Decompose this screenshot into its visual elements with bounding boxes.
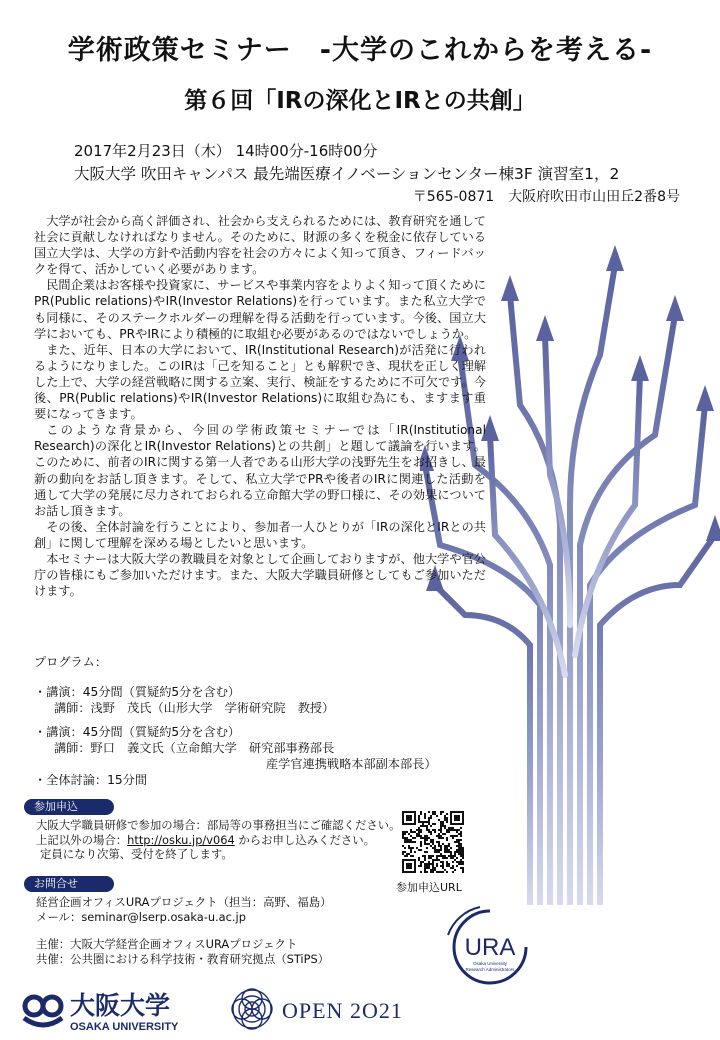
osaka-logo-en: OSAKA UNIVERSITY — [70, 1021, 179, 1033]
contact-badge: お問合せ — [24, 876, 114, 892]
ura-logo-caption2: Research Administrators — [465, 967, 515, 972]
apply-url-link[interactable]: http://osku.jp/v064 — [127, 832, 235, 847]
body-paragraph: このような背景から、今回の学術政策セミナーでは「IR(Institutional Research)の深化とIR(Investor Relations)との共創」と題して議論を行います。このために、前者のIRに関する第一人者である山形大学の浅野先生をお招きし、最新の動向をお話し頂きます。そして、私立大学でPRや後者のIRに関連した活動を通して大学の発展に尽力されておられる立命館大学の野口様に、その効果についてお話し頂きます。 — [34, 423, 486, 518]
event-address: 〒565-0871 大阪府吹田市山田丘2番8号 — [412, 189, 680, 205]
program-talk2-speaker-cont: 産学官連携戦略本部副本部長） — [266, 757, 437, 771]
ura-logo-caption1: Osaka University — [472, 961, 508, 966]
apply-badge: 参加申込 — [24, 799, 114, 815]
contact-line1: 経営企画オフィスURAプロジェクト（担当：高野、福島） — [36, 895, 332, 909]
page-title: 学術政策セミナー -大学のこれからを考える- — [67, 35, 653, 66]
open-logo-text: OPEN 2O21 — [282, 998, 403, 1023]
event-venue: 大阪大学 吹田キャンパス 最先端医療イノベーションセンター棟3F 演習室1，2 — [74, 165, 620, 183]
apply-line2-suffix: からお申し込みください。 — [234, 832, 376, 847]
ura-logo — [440, 905, 540, 987]
body-paragraph: 大学が社会から高く評価され、社会から支えられるためには、教育研究を通して社会に貢献しなければなりません。そのために、財源の多くを税金に依存している国立大学は、大学の方針や活動内容を社会の方々によく知って頂き、フィードバックを得て、活かしていく必要があります。 — [34, 214, 486, 277]
program-talk2-speaker: 講師：野口 義文氏（立命館大学 研究部事務部長 — [54, 741, 335, 755]
contact-info — [36, 895, 331, 924]
program-discussion: ・全体討論：15分間 — [34, 773, 148, 787]
program-talk1: ・講演：45分間（質疑約5分を含む） — [34, 685, 241, 699]
organizer-host: 主催：大阪大学経営企画オフィスURAプロジェクト — [36, 937, 298, 951]
program-heading: プログラム： — [34, 655, 108, 669]
open-2021-logo — [228, 984, 428, 1034]
apply-line3: 定員になり次第、受付を終了します。 — [40, 847, 233, 862]
apply-line2 — [36, 833, 416, 848]
apply-line2-prefix: 上記以外の場合： — [36, 832, 128, 847]
apply-info — [36, 818, 416, 862]
osaka-logo-jp: 大阪大学 — [70, 991, 171, 1020]
apply-line1: 大阪大学職員研修で参加の場合：部局等の事務担当にご確認ください。 — [36, 818, 401, 832]
body-paragraph: 民間企業はお客様や投資家に、サービスや事業内容をよりよく知って頂くためにPR(Public relations)やIR(Investor Relations)を行っています。また私立大学でも同様に、そのステークホルダーの理解を得る活動を行っています。今後、国立大学においても、PRやIRにより積極的に取組む必要があるのではないでしょうか。 — [34, 278, 486, 341]
body-paragraph: 本セミナーは大阪大学の教職員を対象として企画しておりますが、他大学や官公庁の皆様にもご参加いただけます。また、大阪大学職員研修としてもご参加いただけます。 — [34, 551, 486, 599]
osaka-university-logo — [18, 988, 188, 1034]
body-paragraph: その後、全体討論を行うことにより、参加者一人ひとりが「IRの深化とIRとの共創」に関して理解を深める場としたいと思います。 — [34, 519, 486, 550]
program-section — [34, 654, 474, 788]
program-talk1-speaker: 講師：浅野 茂氏（山形大学 学術研究院 教授） — [54, 701, 335, 715]
page-subtitle: 第６回「IRの深化とIRとの共創」 — [184, 88, 536, 114]
ura-logo-text: URA — [464, 934, 516, 961]
body-text — [34, 213, 486, 599]
event-date: 2017年2月23日（木） 14時00分-16時00分 — [74, 142, 378, 160]
organizer-cohost: 共催：公共圏における科学技術・教育研究拠点（STiPS） — [36, 951, 330, 966]
qr-code[interactable] — [402, 811, 464, 873]
program-talk2: ・講演：45分間（質疑約5分を含む） — [34, 725, 241, 739]
body-paragraph: また、近年、日本の大学において、IR(Institutional Research)が活発に行われるようになりました。このIRは「己を知ること」とも解釈でき、現状を正しく理解した上で、大学の経営戦略に関する立案、実行、検証をするために不可欠です。今後、PR(Public relations)やIR(Investor Relations)に取組む為にも、ますます重要になってきます。 — [34, 342, 486, 422]
contact-email: メール：seminar@lserp.osaka-u.ac.jp — [36, 909, 246, 924]
organizers — [36, 937, 329, 966]
qr-label: 参加申込URL — [396, 881, 462, 894]
